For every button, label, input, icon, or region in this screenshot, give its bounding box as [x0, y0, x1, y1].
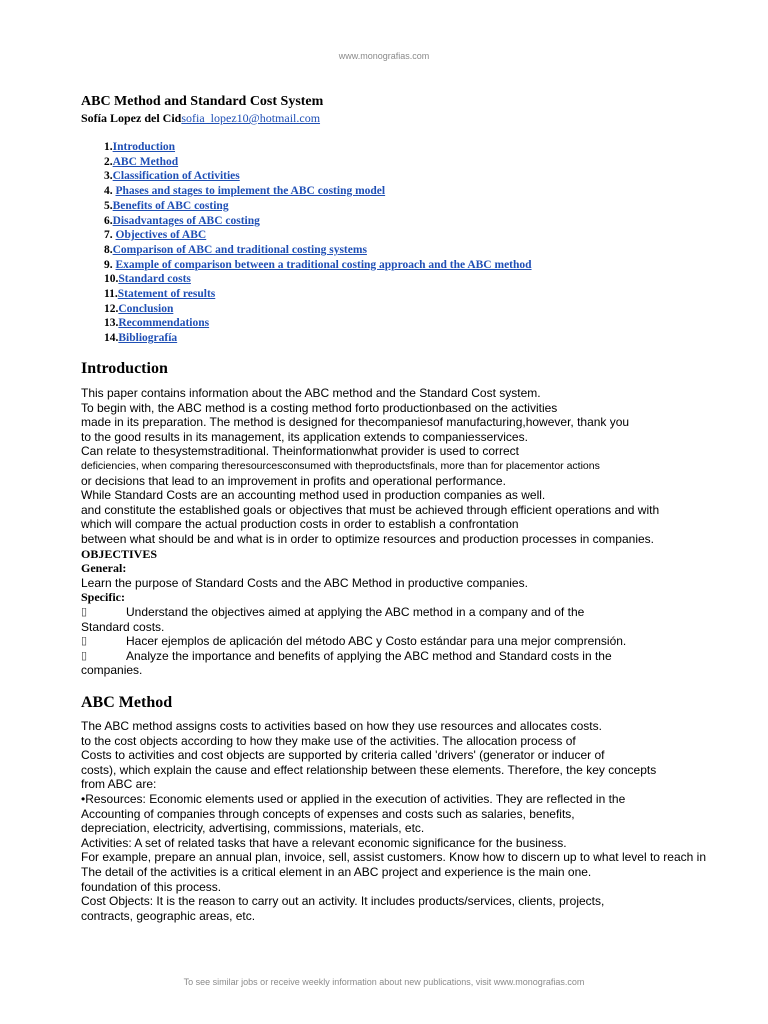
toc-item-link[interactable]: Conclusion [118, 302, 174, 315]
toc-item-number: 3. [104, 170, 113, 183]
toc-item-link[interactable]: Statement of results [117, 288, 216, 301]
paragraph-line: costs), which explain the cause and effect relationship between these elements. Therefore, the key concepts [81, 762, 657, 777]
general-text: Learn the purpose of Standard Costs and the ABC Method in productive companies. [81, 575, 528, 590]
toc-item [104, 155, 532, 170]
toc-item [104, 228, 532, 243]
toc-item-link[interactable]: Classification of Activities [112, 170, 240, 183]
toc-item-number: 6. [104, 214, 113, 227]
header-url[interactable]: www.monografias.com [338, 51, 430, 61]
paragraph-line: Costs to activities and cost objects are supported by criteria called 'drivers' (generator or inducer of [81, 748, 605, 763]
footer-note: To see similar jobs or receive weekly information about new publications, visit www.monografias.com [183, 977, 585, 987]
toc-item-number: 4. [104, 185, 116, 198]
paragraph-line: made in its preparation. The method is designed for thecompaniesof manufacturing,however, thank you [81, 415, 630, 430]
toc-item-number: 12. [104, 302, 119, 315]
paragraph-line: and constitute the established goals or objectives that must be achieved through efficient operations and with [81, 502, 660, 517]
author-name: Sofía Lopez del Cid [81, 111, 182, 125]
toc-item-number: 5. [104, 199, 113, 212]
section-heading-introduction: Introduction [81, 360, 168, 377]
toc-item-number: 2. [104, 155, 113, 168]
abc-method-body [81, 719, 721, 923]
general-label: General: [81, 561, 127, 576]
toc-item [104, 169, 532, 184]
toc-item-link[interactable]: Benefits of ABC costing [112, 199, 229, 212]
specific-objective-text: Analyze the importance and benefits of applying the ABC method and Standard costs in the [126, 648, 612, 663]
paragraph-line: depreciation, electricity, advertising, commissions, materials, etc. [81, 821, 425, 836]
paragraph-line: to the cost objects according to how they make use of the activities. The allocation process of [81, 733, 576, 748]
paragraph-line: To begin with, the ABC method is a costing method forto productionbased on the activities [81, 400, 558, 415]
section-heading-abc-method: ABC Method [81, 694, 173, 711]
bullet-icon: ▯ [81, 649, 88, 662]
toc-item-number: 1. [104, 141, 113, 153]
toc-item [104, 316, 532, 331]
toc-item-number: 7. [104, 229, 116, 242]
paragraph-line: The ABC method assigns costs to activities based on how they use resources and allocates costs. [81, 719, 602, 733]
paragraph-line: contracts, geographic areas, etc. [81, 908, 256, 923]
paragraph-line: or decisions that lead to an improvement in profits and operational performance. [81, 473, 506, 488]
bullet-icon: ▯ [81, 605, 88, 618]
toc-item [104, 140, 532, 155]
toc-item-link[interactable]: Introduction [112, 141, 176, 153]
paragraph-line: Activities: A set of related tasks that have a relevant economic significance for the business. [81, 835, 567, 850]
toc-item [104, 331, 532, 346]
toc-item-link[interactable]: Disadvantages of ABC costing [112, 214, 260, 227]
toc-item-number: 10. [104, 273, 119, 286]
toc-item-number: 8. [104, 243, 113, 256]
toc-item [104, 214, 532, 229]
toc-item [104, 243, 532, 258]
author-email-link[interactable]: sofia_lopez10@hotmail.com [181, 111, 321, 125]
toc-item [104, 258, 532, 273]
specific-objective-item [81, 605, 721, 620]
paragraph-line: between what should be and what is in order to optimize resources and production processes in companies. [81, 531, 654, 546]
toc-item-link[interactable]: Phases and stages to implement the ABC costing model [115, 185, 386, 198]
toc-item [104, 272, 532, 287]
paragraph-line: from ABC are: [81, 777, 157, 792]
paragraph-line: This paper contains information about the ABC method and the Standard Cost system. [81, 386, 541, 400]
toc-item [104, 184, 532, 199]
toc-item-link[interactable]: Recommendations [118, 317, 210, 330]
specific-label: Specific: [81, 590, 125, 605]
bullet-icon: ▯ [81, 635, 88, 648]
toc-item [104, 199, 532, 214]
paragraph-line: Cost Objects: It is the reason to carry out an activity. It includes products/services, clients, projects, [81, 894, 605, 909]
paragraph-line: •Resources: Economic elements used or applied in the execution of activities. They are reflected in the [81, 791, 626, 806]
objectives-label: OBJECTIVES [81, 546, 158, 561]
paragraph-line: to the good results in its management, its application extends to companiesservices. [81, 429, 528, 444]
toc-item-link[interactable]: Comparison of ABC and traditional costing systems [112, 243, 367, 256]
specific-objective-item [81, 649, 721, 664]
specific-objective-text: Understand the objectives aimed at applying the ABC method in a company and of the [126, 604, 585, 619]
specific-objective-continuation: companies. [81, 663, 143, 678]
toc-item-link[interactable]: Example of comparison between a traditional costing approach and the ABC method [115, 258, 532, 271]
paragraph-line: which will compare the actual production costs in order to establish a confrontation [81, 517, 519, 532]
document-title: ABC Method and Standard Cost System [81, 94, 324, 109]
paragraph-line: Can relate to thesystemstraditional. Theinformationwhat provider is used to correct [81, 444, 519, 459]
specific-objective-continuation: Standard costs. [81, 619, 165, 634]
toc-item-number: 14. [104, 332, 119, 345]
author-line [81, 111, 360, 126]
toc-item-number: 9. [104, 258, 116, 271]
introduction-body [81, 386, 721, 678]
paragraph-line: The detail of the activities is a critical element in an ABC project and experience is the main one. [81, 864, 592, 879]
toc-item-number: 13. [104, 317, 119, 330]
toc-item [104, 302, 532, 317]
paragraph-line: deficiencies, when comparing theresourcesconsumed with theproductsfinals, more than for placementor actions [81, 459, 600, 472]
paragraph-line: While Standard Costs are an accounting method used in production companies as well. [81, 488, 546, 503]
specific-objective-text: Hacer ejemplos de aplicación del método ABC y Costo estándar para una mejor comprensión. [126, 634, 627, 649]
toc-item [104, 287, 532, 302]
paragraph-line: For example, prepare an annual plan, invoice, sell, assist customers. Know how to discern up to what level to reach in [81, 850, 706, 865]
toc-item-link[interactable]: ABC Method [112, 155, 179, 168]
toc-item-link[interactable]: Bibliografía [118, 332, 178, 345]
paragraph-line: foundation of this process. [81, 879, 222, 894]
toc-item-number: 11. [104, 288, 118, 301]
paragraph-line: Accounting of companies through concepts of expenses and costs such as salaries, benefits, [81, 806, 575, 821]
table-of-contents [104, 140, 532, 346]
toc-item-link[interactable]: Standard costs [118, 273, 191, 286]
toc-item-link[interactable]: Objectives of ABC [115, 229, 207, 242]
specific-objective-item [81, 634, 721, 649]
